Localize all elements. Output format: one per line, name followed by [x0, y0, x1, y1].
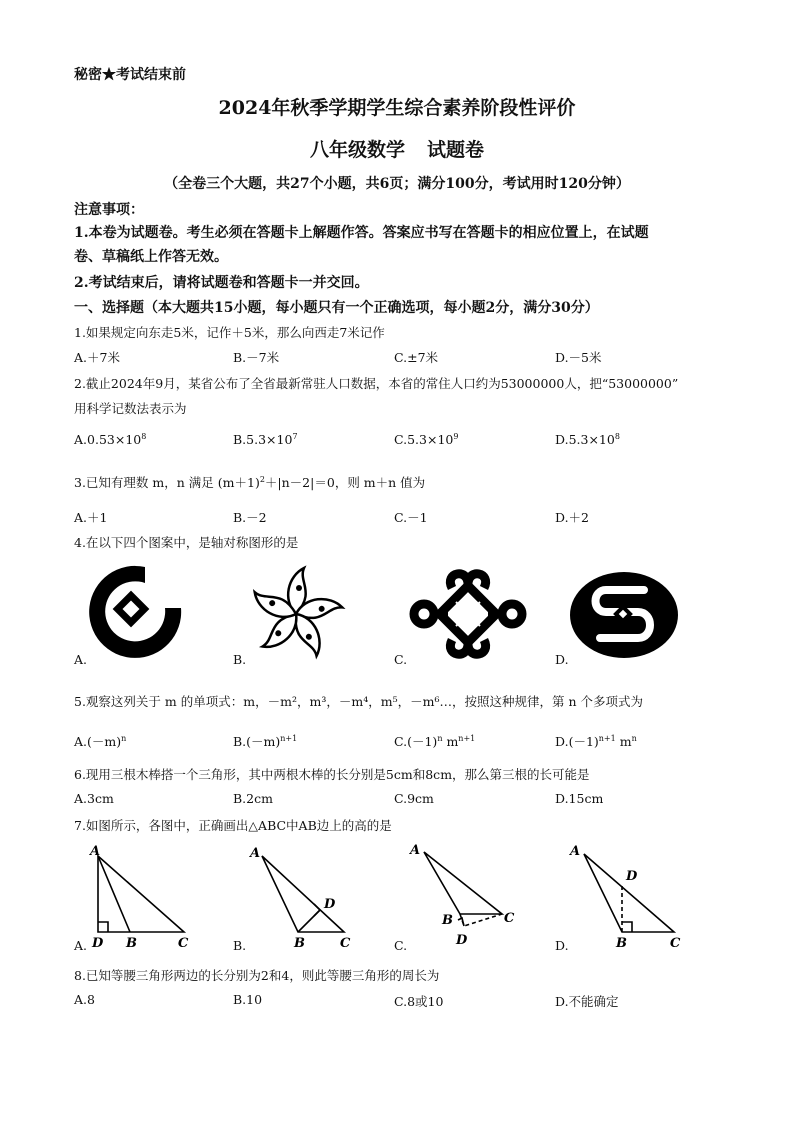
q3-option-d: D.＋2	[555, 510, 590, 525]
q7-figure-d-triangle	[562, 840, 684, 950]
q7a-label-b: B	[126, 936, 137, 950]
q3-option-b: B.－2	[233, 510, 267, 525]
q7-figure-c-triangle	[400, 840, 520, 950]
question-5-stem: 5.观察这列关于 m 的单项式：m，－m²，m³，－m⁴，m⁵，－m⁶…，按照这种规律，第 n 个多项式为	[74, 694, 643, 709]
q2-option-b: $B.5.3\times 10^7$	[233, 432, 298, 448]
q1-option-d: D.－5米	[555, 350, 602, 365]
q7b-label-c: C	[340, 936, 351, 950]
q8-option-d: D.不能确定	[555, 994, 619, 1009]
q4-figure-d-s-logo	[568, 570, 680, 660]
q7b-label-a: A	[250, 846, 261, 861]
q6-option-b: B.2cm	[233, 791, 273, 806]
q8-option-a: A.8	[74, 992, 95, 1007]
q7c-label-b: B	[442, 913, 453, 928]
q7b-label-d: D	[324, 897, 336, 912]
q7d-label-c: C	[670, 936, 681, 950]
q3-option-c: C.－1	[394, 510, 428, 525]
q6-option-a: A.3cm	[74, 791, 114, 806]
q7-figure-b-triangle	[240, 840, 360, 950]
q7a-label-a: A	[90, 844, 101, 859]
q7d-label-a: A	[570, 844, 581, 859]
section-heading: 一、选择题（本大题共15小题，每小题只有一个正确选项，每小题2分，满分30分）	[74, 300, 599, 316]
q4-option-d: D.	[555, 652, 569, 667]
q5-option-c: $C.(-1)^n$ $m^{n+1}$	[394, 733, 476, 749]
question-3-stem: 3.已知有理数 m，n 满足 $(m+1)^2+|n-2|=0$，则 m＋n 值为	[74, 474, 426, 490]
q7d-label-b: B	[616, 936, 627, 950]
q5-option-b: $B.(-m)^{n+1}$	[233, 733, 298, 749]
q7c-label-c: C	[504, 911, 515, 926]
notes-heading: 注意事项：	[74, 202, 144, 218]
question-6-stem: 6.现用三根木棒搭一个三角形，其中两根木棒的长分别是5cm和8cm，那么第三根的长可能是	[74, 767, 590, 782]
exam-title: 2024年秋季学期学生综合素养阶段性评价	[218, 97, 576, 119]
q7-option-d: D.	[555, 938, 569, 953]
q1-option-c: C.±7米	[394, 350, 439, 365]
q3-option-a: A.＋1	[74, 510, 108, 525]
question-2-stem-line-2: 用科学记数法表示为	[74, 401, 187, 416]
q4-figure-c-knot	[408, 566, 528, 662]
q4-option-a: A.	[74, 652, 88, 667]
q7-figure-a-triangle	[82, 840, 202, 950]
q1-option-a: A.＋7米	[74, 350, 120, 365]
question-7-stem: 7.如图所示，各图中，正确画出△ABC中AB边上的高的是	[74, 818, 392, 833]
q3-formula: $(m+1)^2+|n-2|=0$	[217, 474, 335, 490]
question-1-stem: 1.如果规定向东走5米，记作＋5米，那么向西走7米记作	[74, 325, 385, 340]
q7-option-a: A.	[74, 938, 88, 953]
note-1-line-2: 卷、草稿纸上作答无效。	[74, 249, 228, 265]
q8-option-b: B.10	[233, 992, 263, 1007]
note-1-line-1: 1.本卷为试题卷。考生必须在答题卡上解题作答。答案应书写在答题卡的相应位置上，在试题	[74, 225, 649, 241]
q5-option-d: $D.(-1)^{n+1}$ $m^n$	[555, 733, 637, 749]
paper-label: 试题卷	[427, 139, 485, 161]
q2-option-a: $A.0.53\times 10^8$	[74, 432, 147, 448]
q7c-label-d: D	[456, 933, 468, 948]
q2-option-c: $C.5.3\times 10^9$	[394, 432, 459, 448]
q7d-label-d: D	[626, 869, 638, 884]
q7-option-c: C.	[394, 938, 408, 953]
question-2-stem-line-1: 2.截止2024年9月，某省公布了全省最新常驻人口数据，本省的常住人口约为53000000人，把“53000000”	[74, 376, 679, 391]
q4-figure-b-flower	[246, 560, 346, 668]
q4-figure-a-bank-logo	[85, 563, 185, 663]
q7b-label-b: B	[294, 936, 305, 950]
q5-option-a: $A.(-m)^n$	[74, 733, 127, 749]
q1-option-b: B.－7米	[233, 350, 280, 365]
q7a-label-d: D	[92, 936, 104, 950]
q2-option-d: $D.5.3\times 10^8$	[555, 432, 620, 448]
question-4-stem: 4.在以下四个图案中，是轴对称图形的是	[74, 535, 299, 550]
q4-option-b: B.	[233, 652, 247, 667]
confidential-label: 秘密★考试结束前	[74, 67, 186, 83]
q7c-label-a: A	[410, 843, 421, 858]
q7a-label-c: C	[178, 936, 189, 950]
q6-option-c: C.9cm	[394, 791, 434, 806]
q8-option-c: C.8或10	[394, 994, 444, 1009]
q7-option-b: B.	[233, 938, 247, 953]
note-2: 2.考试结束后，请将试题卷和答题卡一并交回。	[74, 275, 369, 291]
question-8-stem: 8.已知等腰三角形两边的长分别为2和4，则此等腰三角形的周长为	[74, 968, 440, 983]
exam-subtitle	[0, 135, 794, 162]
q6-option-d: D.15cm	[555, 791, 604, 806]
exam-info: （全卷三个大题，共27个小题，共6页；满分100分，考试用时120分钟）	[164, 176, 630, 192]
q4-option-c: C.	[394, 652, 408, 667]
subject-label: 八年级数学	[309, 139, 405, 161]
